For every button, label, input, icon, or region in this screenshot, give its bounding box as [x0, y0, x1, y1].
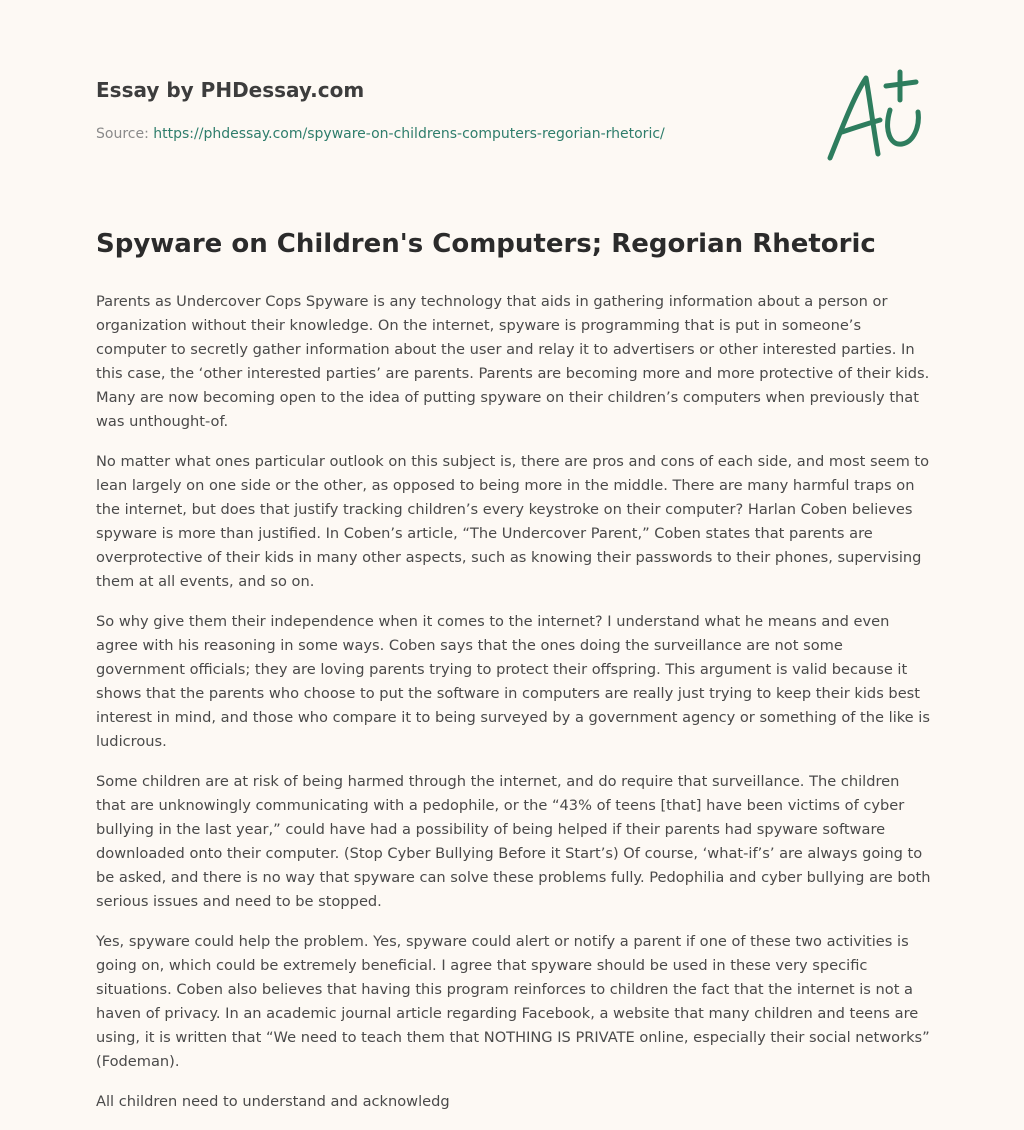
page-header: [96, 74, 796, 144]
essay-paragraph: No matter what ones particular outlook on this subject is, there are pros and cons of each side, and most seem to lean largely on one side or the other, as opposed to being more in the middle. There are many harmful traps on the internet, but does that justify tracking children’s every keystroke on their computer? Harlan Coben believes spyware is more than justified. In Coben’s article, “The Undercover Parent,” Coben states that parents are overprotective of their kids in many other aspects, such as knowing their passwords to their phones, supervising them at all events, and so on.: [96, 453, 930, 590]
essay-article: [96, 222, 932, 1130]
essay-paragraph: All children need to understand and acknowledg: [96, 1093, 450, 1110]
source-line: [96, 124, 796, 144]
a-plus-grade-icon: [820, 66, 930, 166]
source-label: Source:: [96, 126, 154, 142]
essay-paragraph: Parents as Undercover Cops Spyware is any technology that aids in gathering information about a person or organization without their knowledge. On the internet, spyware is programming that is put in someone’s computer to secretly gather information about the user and relay it to advertisers or other interested parties. In this case, the ‘other interested parties’ are parents. Parents are becoming more and more protective of their kids. Many are now becoming open to the idea of putting spyware on their children’s computers when previously that was unthought-of.: [96, 293, 930, 430]
site-title: Essay by PHDessay.com: [96, 78, 365, 102]
essay-title: Spyware on Children's Computers; Regorian Rhetoric: [96, 229, 876, 259]
essay-paragraph: Yes, spyware could help the problem. Yes, spyware could alert or notify a parent if one of these two activities is going on, which could be extremely beneficial. I agree that spyware should be used in these very specific situations. Coben also believes that having this program reinforces to children the fact that the internet is not a haven of privacy. In an academic journal article regarding Facebook, a website that many children and teens are using, it is written that “We need to teach them that NOTHING IS PRIVATE online, especially their social networks” (Fodeman).: [96, 933, 930, 1070]
essay-paragraph: Some children are at risk of being harmed through the internet, and do require that surveillance. The children that are unknowingly communicating with a pedophile, or the “43% of teens [that] have been victims of cyber bullying in the last year,” could have had a possibility of being helped if their parents had spyware software downloaded onto their computer. (Stop Cyber Bullying Before it Start’s) Of course, ‘what-if’s’ are always going to be asked, and there is no way that spyware can solve these problems fully. Pedophilia and cyber bullying are both serious issues and need to be stopped.: [96, 773, 931, 910]
essay-paragraph: So why give them their independence when it comes to the internet? I understand what he means and even agree with his reasoning in some ways. Coben says that the ones doing the surveillance are not some government officials; they are loving parents trying to protect their offspring. This argument is valid because it shows that the parents who choose to put the software in computers are really just trying to keep their kids best interest in mind, and those who compare it to being surveyed by a government agency or something of the like is ludicrous.: [96, 613, 930, 750]
source-link[interactable]: https://phdessay.com/spyware-on-childrens-computers-regorian-rhetoric/: [153, 126, 665, 142]
